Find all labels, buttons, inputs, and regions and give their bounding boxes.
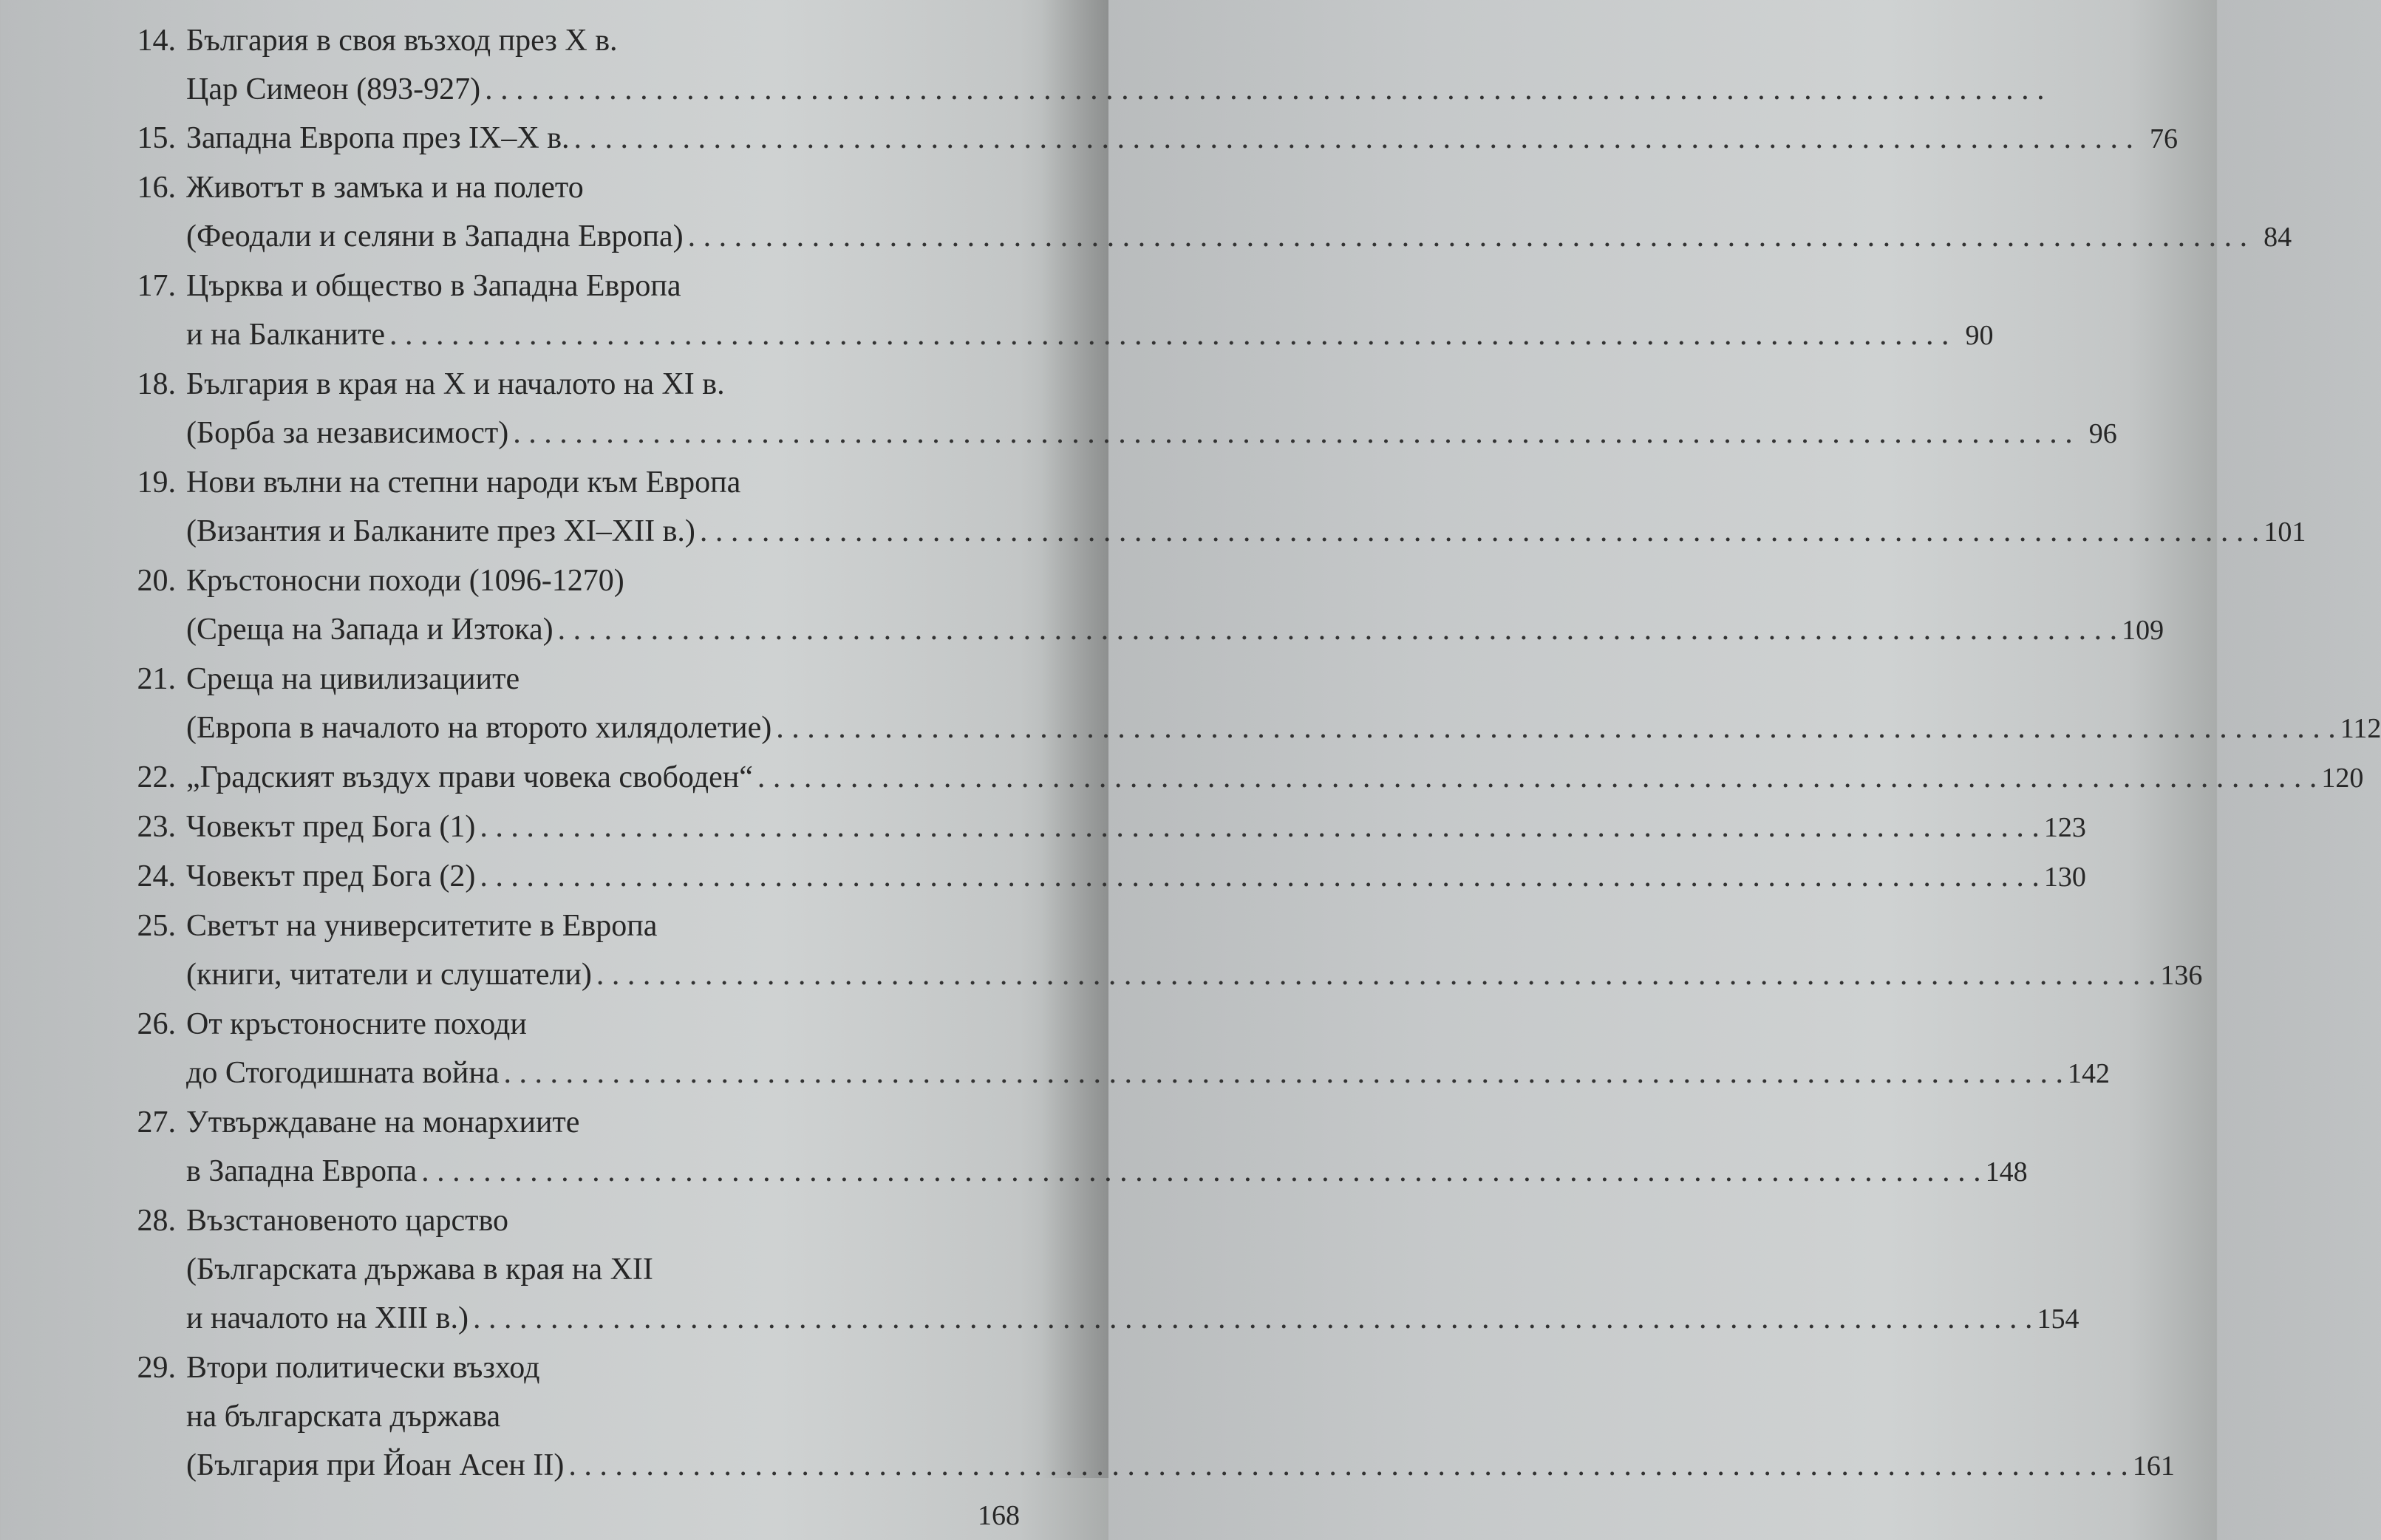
toc-page-number: 109 [2122,615,2164,646]
toc-entry-title-line: в Западна Европа [186,1154,418,1188]
toc-entry [118,753,2364,803]
toc-entry-number: 27. [137,1105,176,1139]
toc-entry [118,262,1994,360]
dot-leader [480,852,2040,901]
toc-entry-number: 28. [137,1204,176,1238]
toc-entry-number: 22. [137,760,176,794]
toc-entry [118,1343,2175,1490]
toc-entry-title-line: на българската държава [186,1400,501,1434]
toc-entry-number: 25. [137,909,176,943]
toc-entry-title [186,114,2178,163]
toc-title-line [186,1098,2028,1147]
toc-leader-line [186,212,2292,262]
toc-entry-title-line: (Среща на Запада и Изтока) [186,613,553,647]
toc-title-line [186,458,2306,507]
toc-entry [118,902,2203,1000]
toc-title-line [186,1245,2079,1294]
toc-entry [118,556,2164,655]
toc-leader-line [186,852,2086,902]
toc-entry-title [186,556,2164,655]
toc-entry-title [186,1196,2079,1343]
toc-entry-title [186,655,2381,753]
dot-leader [757,753,2317,802]
toc-page-number: 123 [2043,812,2086,843]
toc-entry [118,163,2292,262]
toc-entry-title-line: България в своя възход през Х в. [186,24,618,58]
toc-entry-title [186,163,2292,262]
toc-trailing-row [118,1490,1020,1540]
toc-leader-line [186,1147,2028,1196]
toc-page-number: 130 [2043,862,2086,893]
toc-trailing-body [186,1490,1020,1540]
dot-leader [473,1294,2033,1343]
toc-entry-number: 18. [137,367,176,401]
toc-page-number: 136 [2160,960,2203,991]
dot-leader [480,803,2040,851]
dot-leader [503,1049,2063,1097]
toc-entry-title-line: Светът на университетите в Европа [186,909,658,943]
toc-entry-number: 23. [137,810,176,844]
toc-entry-title-line: Утвърждаване на монархиите [186,1105,580,1139]
toc-entry-title [186,1000,2110,1098]
dot-leader [700,507,2260,556]
dot-leader [421,1147,1981,1196]
toc-entry-title-line: до Стогодишната война [186,1056,500,1090]
toc-title-line [186,16,2089,65]
toc-entry-title-line: и началото на XIII в.) [186,1301,469,1335]
toc-entry-title [186,458,2306,556]
dot-leader [389,310,1949,359]
dot-leader [513,409,2073,457]
toc-leader-line [186,950,2202,1000]
dot-leader [776,703,2336,752]
toc-leader-line [186,507,2306,556]
toc-entry-title-line: Човекът пред Бога (1) [186,810,476,844]
toc-entry-title [186,1343,2175,1490]
toc-title-line [186,1343,2175,1392]
toc-page-number: 154 [2037,1304,2079,1335]
toc-entry-title [186,262,1994,360]
toc-entry [118,852,2086,902]
toc-entry-title-line: Кръстоносни походи (1096-1270) [186,564,624,598]
toc-page-number: 76 [2150,123,2179,154]
toc-entry-number: 29. [137,1351,176,1385]
toc-entry [118,803,2086,852]
toc-leader-line [186,114,2178,163]
toc-title-line [186,262,1994,310]
toc-entry [118,1098,2028,1196]
toc-entry [118,360,2117,458]
toc-page-number: 142 [2067,1058,2110,1089]
toc-entry [118,655,2381,753]
toc-entry-number: 26. [137,1007,176,1041]
dot-leader [485,65,2045,114]
toc-leader-line [186,310,1994,360]
toc-entry-title-line: (Европа в началото на второто хилядолетие) [186,711,772,745]
toc-entry-number: 20. [137,564,176,598]
toc-page-number: 112 [2340,713,2381,744]
toc-entry-title [186,1098,2028,1196]
toc-page-number: 148 [1985,1156,2028,1188]
toc-entry-title [186,16,2089,114]
toc-page-number: 168 [978,1500,1020,1531]
toc-entry-title-line: Втори политически възход [186,1351,540,1385]
toc-entry-title-line: (Феодали и селяни в Западна Европа) [186,219,684,253]
toc-leader-line [186,1441,2175,1490]
toc-page-number: 96 [2088,418,2117,449]
toc-leader-line [186,65,2089,114]
toc-title-line [186,902,2202,950]
toc-entry-title-line: От кръстоносните походи [186,1007,527,1041]
toc-page-number: 120 [2321,763,2364,794]
toc-title-line [186,556,2164,605]
dot-leader [568,1441,2128,1490]
toc-title-line [186,163,2292,212]
toc-entry-title-line: Църква и общество в Западна Европа [186,269,681,303]
toc-entry-number: 16. [137,171,176,205]
toc-leader-line [186,605,2164,655]
dot-leader [688,212,2248,261]
toc-entry-title [186,852,2086,902]
toc-entry-title-line: Възстановеното царство [186,1204,509,1238]
toc-page-number: 101 [2264,517,2306,548]
toc-entry-title-line: Нови вълни на степни народи към Европа [186,466,741,500]
toc-title-line [186,360,2117,409]
toc-entry-number: 14. [137,24,176,58]
toc-entry-title-line: Западна Европа през IX–X в. [186,121,570,155]
toc-entry-number: 24. [137,859,176,893]
toc-entry-title-line: Цар Симеон (893-927) [186,72,481,106]
toc-leader-line [186,1294,2079,1343]
toc-entry-title-line: „Градският въздух прави човека свободен“ [186,760,753,794]
toc-entry-title-line: Човекът пред Бога (2) [186,859,476,893]
dot-leader [596,950,2156,999]
table-of-contents [118,16,2381,1540]
toc-title-line [186,1000,2110,1049]
toc-title-line [186,1196,2079,1245]
toc-entry [118,1196,2079,1343]
toc-entry-number: 15. [137,121,176,155]
toc-entry [118,114,2179,163]
toc-leader-line [186,409,2117,458]
toc-entry-title-line: Животът в замъка и на полето [186,171,584,205]
toc-entry-title-line: и на Балканите [186,318,386,352]
toc-entry [118,458,2306,556]
toc-entry-title-line: България в края на Х и началото на XI в. [186,367,725,401]
toc-entry-number: 17. [137,269,176,303]
toc-leader-line [186,753,2363,803]
toc-leader-line [186,703,2381,753]
toc-entry-number: 21. [137,662,176,696]
toc-entry-number: 19. [137,466,176,500]
dot-leader [574,114,2134,163]
toc-title-line [186,655,2381,703]
toc-page-number: 84 [2264,222,2292,253]
dot-leader [558,605,2118,654]
toc-entry [118,1000,2110,1098]
toc-entry-title-line: (книги, читатели и слушатели) [186,958,592,992]
toc-leader-line [186,803,2086,852]
toc-page-number: 90 [1965,320,1994,351]
toc-entry-title-line: (Българската държава в края на XII [186,1253,653,1287]
toc-entry-title [186,803,2086,852]
toc-entry-title [186,753,2363,803]
toc-entry-title-line: (Византия и Балканите през XI–XII в.) [186,514,695,548]
toc-title-line [186,1392,2175,1441]
toc-leader-line [186,1049,2110,1098]
toc-entry-title-line: (България при Йоан Асен II) [186,1448,565,1482]
toc-entry [118,16,1020,114]
toc-entry-title [186,360,2117,458]
toc-entry-title-line: Среща на цивилизациите [186,662,520,696]
toc-entry-title-line: (Борба за независимост) [186,416,509,450]
toc-page-number: 161 [2132,1451,2175,1482]
toc-entry-title [186,902,2202,1000]
